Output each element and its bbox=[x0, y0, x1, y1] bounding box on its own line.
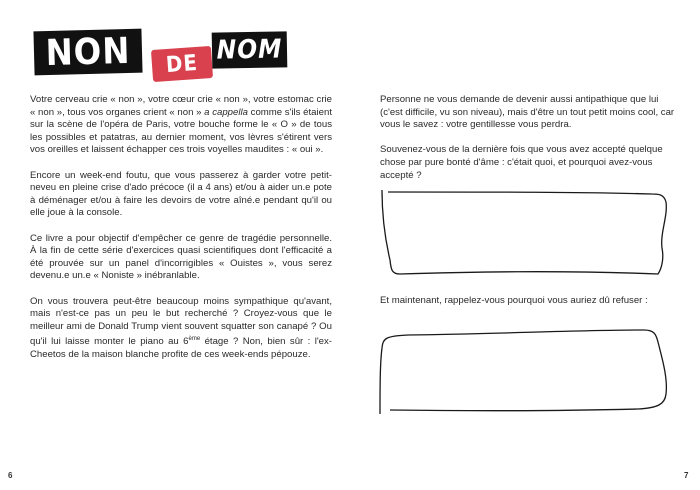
left-page-body bbox=[30, 94, 332, 374]
superscript-ordinal: ème bbox=[188, 336, 201, 343]
page-number-right: 7 bbox=[684, 471, 689, 480]
paragraph-1: Personne ne vous demande de devenir aussi antipathique que lui (c'est difficile, vu son niveau), mais d'être un tout petit moins cool, car vous le savez : votre gentillesse vous perdra. bbox=[380, 94, 675, 131]
logo-word-de: DE bbox=[151, 46, 213, 82]
exercise-prompt-2: Et maintenant, rappelez-vous pourquoi vous auriez dû refuser : bbox=[380, 295, 648, 306]
book-logo bbox=[34, 26, 284, 82]
italic-phrase: a cappella bbox=[204, 106, 248, 118]
paragraph-1: Votre cerveau crie « non », votre cœur crie « non », votre estomac crie « non », tous vos organes crient « non » a cappella comme s'ils étaient sur la scène de l'opéra de Paris, votre bouche forme le « O » de tous les possibles et patatras, au dernier moment, vos lèvres s'étirent vers vos oreilles et laissent échapper ces trois voyelles maudites : « oui ». bbox=[30, 94, 332, 156]
right-page-body bbox=[380, 94, 680, 306]
paragraph-3: Ce livre a pour objectif d'empêcher ce genre de tragédie personnelle. À la fin de cette série d'exercices quasi scientifiques dont l'efficacité a été prouvée sur un panel d'incorrigibles « Ouistes », vous serez devenu.e un.e « Noniste » inébranlable. bbox=[30, 232, 332, 282]
exercise-prompt-1: Souvenez-vous de la dernière fois que vous avez accepté quelque chose par pure bonté d'âme : c'était quoi, et pourquoi avez-vous accepté ? bbox=[380, 144, 663, 181]
answer-box-2[interactable] bbox=[378, 328, 670, 416]
page-number-left: 6 bbox=[8, 471, 13, 480]
paragraph-2: Encore un week-end foutu, que vous passerez à garder votre petit-neveu en pleine crise d'ado précoce (il a 4 ans) et/ou à aider un.e pote à déménager et/ou à faire les devoirs de votre aîné.e pendant qu'il ou elle joue à la console. bbox=[30, 169, 332, 219]
answer-box-1[interactable] bbox=[378, 188, 670, 276]
logo-word-nom: NOM bbox=[212, 31, 288, 68]
logo-word-non: NON bbox=[33, 29, 142, 76]
paragraph-4: On vous trouvera peut-être beaucoup moins sympathique qu'avant, mais n'est-ce pas un peu le but recherché ? Croyez-vous que le meilleur ami de Donald Trump vient souvent squatter son canapé ? Ou qu'il lui laisse monter le piano au 6ème étage ? Non, bien sûr : l'ex-Cheetos de la maison blanche profite de ces week-ends pépouze. bbox=[30, 295, 332, 361]
